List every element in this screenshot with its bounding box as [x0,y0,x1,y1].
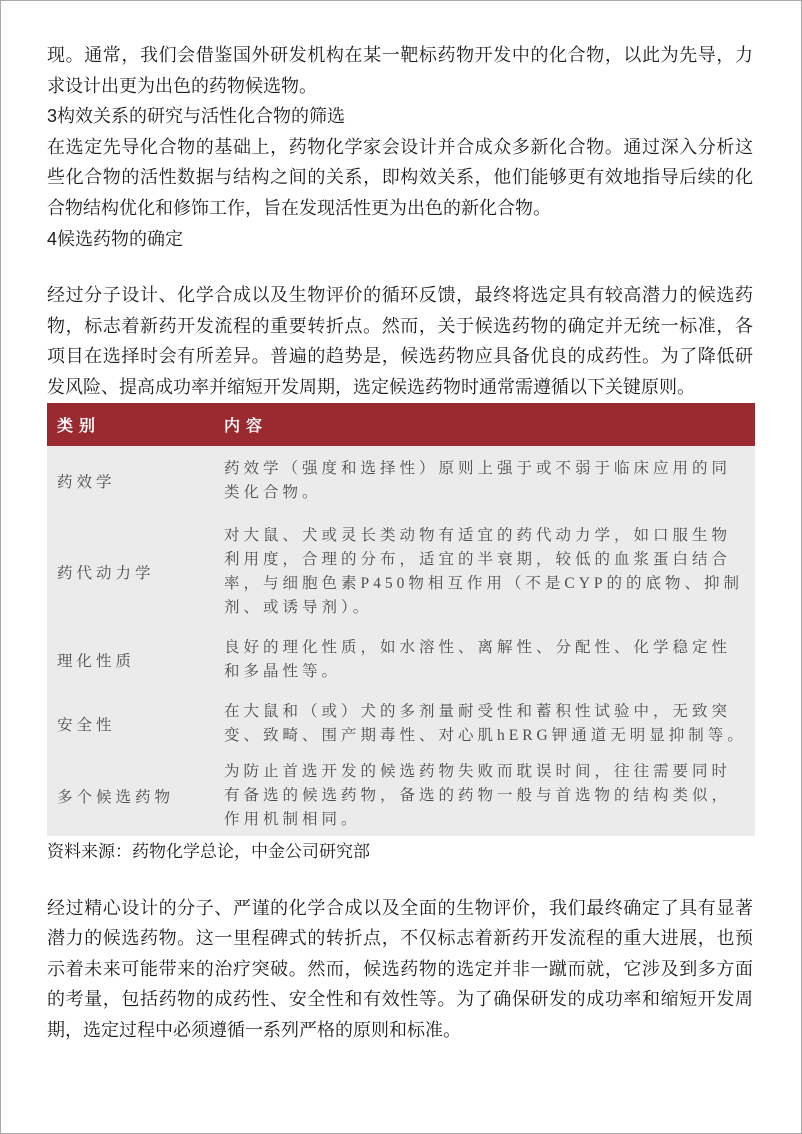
table-row-category: 安全性 [57,717,116,735]
paragraph-line: 物，标志着新药开发流程的重要转折点。然而，关于候选药物的确定并无统一标准，各 [47,315,753,336]
table-row [47,692,755,757]
table-row-content [224,760,755,832]
table-row-content-line: 剂、或诱导剂）。 [224,599,373,617]
table-row-content-line: 对大鼠、犬或灵长类动物有适宜的药代动力学，如口服生物 [224,527,732,545]
intro-paragraph [47,40,755,101]
table-row-content-line: 为防止首选开发的候选药物失败而耽误时间，往往需要同时 [224,763,732,781]
section-3-heading: 3构效关系的研究与活性化合物的筛选 [47,106,346,127]
table-row-category: 理化性质 [57,653,136,671]
table-row-category: 多个候选药物 [57,789,175,807]
table-row [47,446,755,516]
table-source-note: 资料来源：药物化学总论，中金公司研究部 [47,841,370,861]
table-row-content-line: 良好的理化性质，如水溶性、离解性、分配性、化学稳定性 [224,639,732,657]
table-row-category: 药效学 [57,473,116,491]
candidate-drug-principles-table [47,403,755,836]
table-header-row [47,403,755,446]
paragraph-line: 些化合物的活性数据与结构之间的关系，即构效关系，他们能够更有效地指导后续的化 [47,167,753,188]
page-content [47,40,755,1046]
table-row-content-line: 变、致畸、围产期毒性、对心肌hERG钾通道无明显抑制等。 [224,727,747,745]
paragraph-line: 合物结构优化和修饰工作，旨在发现活性更为出色的新化合物。 [47,197,551,218]
paragraph-line: 项目在选择时会有所差异。普遍的趋势是，候选药物应具备优良的成药性。为了降低研 [47,346,753,367]
paragraph-line: 求设计出更为出色的药物候选物。 [47,75,317,96]
table-row-category: 药代动力学 [57,565,155,583]
table-row-content-line: 利用度，合理的分布，适宜的半衰期，较低的血浆蛋白结合 [224,551,732,569]
paragraph-line: 期，选定过程中必须遵循一系列严格的原则和标准。 [47,1019,461,1040]
table-row [47,516,755,629]
paragraph-line: 示着未来可能带来的治疗突破。然而，候选药物的选定并非一蹴而就，它涉及到多方面 [47,958,753,979]
table-row-content [224,457,755,505]
paragraph-line: 发风险、提高成功率并缩短开发周期，选定候选药物时通常需遵循以下关键原则。 [47,376,695,397]
table-row-content-line: 类化合物。 [224,483,322,501]
table-row-content-line: 率，与细胞色素P450物相互作用（不是CYP的的底物、抑制 [224,575,744,593]
conclusion-paragraph [47,893,755,1046]
table-row-content-line: 和多晶性等。 [224,663,342,681]
paragraph-line: 现。通常，我们会借鉴国外研发机构在某一靶标药物开发中的化合物，以此为先导，力 [47,45,753,65]
table-row-content-line: 在大鼠和（或）犬的多剂量耐受性和蓄积性试验中，无致突 [224,703,732,721]
table-row [47,629,755,692]
paragraph-line: 潜力的候选药物。这一里程碑式的转折点，不仅标志着新药开发流程的重大进展，也预 [47,928,753,949]
section-4-heading: 4候选药物的确定 [47,228,184,249]
section-4-paragraph [47,280,755,402]
table-row-content-line: 作用机制相同。 [224,811,361,829]
paragraph-line: 在选定先导化合物的基础上，药物化学家会设计并合成众多新化合物。通过深入分析这 [47,136,753,157]
table-row-content [224,636,755,684]
paragraph-line: 经过精心设计的分子、严谨的化学合成以及全面的生物评价，我们最终确定了具有显著 [47,897,753,918]
table-row-content-line: 有备选的候选药物，备选的药物一般与首选物的结构类似， [224,787,732,805]
table-row-content [224,700,755,748]
table-row-content [224,524,755,620]
table-header-category: 类别 [57,417,102,435]
paragraph-line: 的考量，包括药物的成药性、安全性和有效性等。为了确保研发的成功率和缩短开发周 [47,989,753,1010]
table-row-content-line: 药效学（强度和选择性）原则上强于或不弱于临床应用的同 [224,459,732,477]
table-row [47,757,755,836]
section-3-paragraph [47,132,755,224]
table-header-content: 内容 [224,417,269,435]
paragraph-line: 经过分子设计、化学合成以及生物评价的循环反馈，最终将选定具有较高潜力的候选药 [47,285,753,306]
